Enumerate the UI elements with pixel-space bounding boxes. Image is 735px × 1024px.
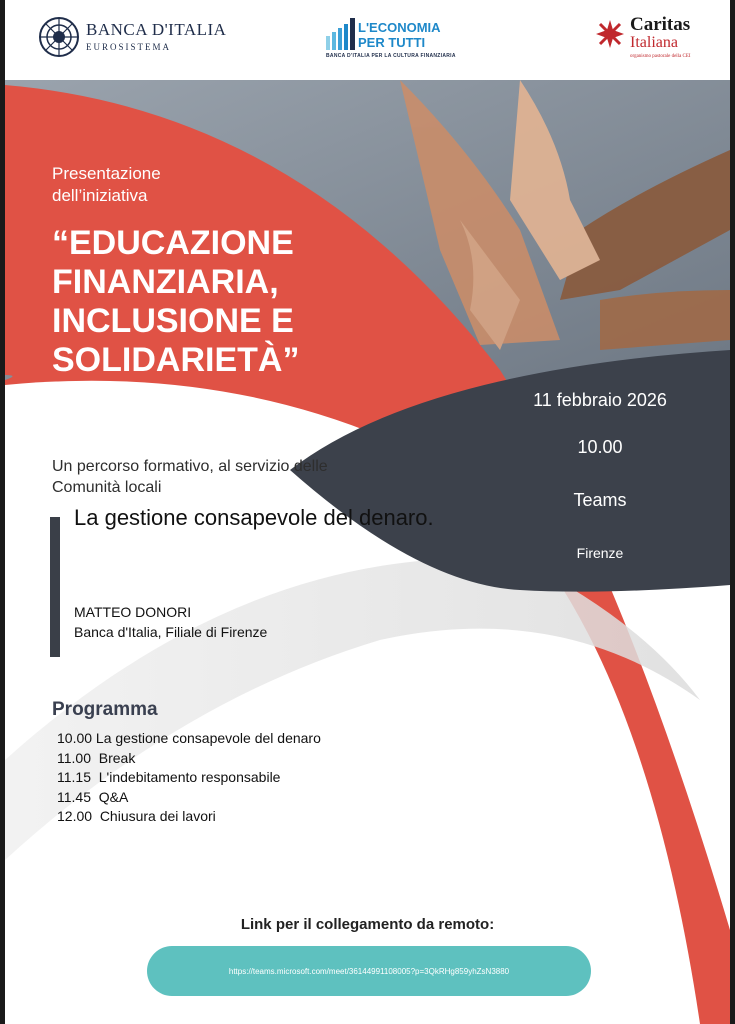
caritas-cross-icon — [594, 18, 626, 50]
program-item: 10.00 La gestione consapevole del denaro — [57, 730, 321, 746]
presentation-label: Presentazione dell’iniziativa — [52, 164, 161, 205]
banca-italia-subtitle: EUROSISTEMA — [86, 42, 172, 52]
event-platform: Teams — [573, 490, 627, 510]
remote-link-label: Link per il collegamento da remoto: — [240, 916, 495, 933]
economia-bars-icon — [326, 18, 356, 52]
event-city: Firenze — [576, 545, 624, 561]
speaker-organization: Banca d'Italia, Filiale di Firenze — [74, 624, 268, 640]
program-item: 11.45 Q&A — [57, 788, 129, 805]
banca-italia-name: BANCA D'ITALIA — [86, 20, 227, 39]
banca-italia-emblem-icon — [38, 16, 80, 58]
event-date: 11 febbraio 2026 — [533, 390, 667, 410]
remote-link-url[interactable]: https://teams.microsoft.com/meet/36144991108005?p=3QkRHg859yhZsN3880 — [228, 966, 510, 976]
program-heading: Programma — [52, 699, 158, 720]
program-item: 11.15 L'indebitamento responsabile — [57, 769, 281, 785]
accent-bar — [50, 517, 60, 657]
session-topic: La gestione consapevole del denaro. — [74, 505, 434, 530]
caritas-tagline: organismo pastorale della CEI — [630, 54, 691, 59]
economia-tagline: BANCA D'ITALIA PER LA CULTURA FINANZIARIA — [326, 53, 456, 59]
speaker-name: MATTEO DONORI — [74, 604, 192, 620]
remote-link-button[interactable] — [147, 946, 591, 996]
economia-line1: L'ECONOMIA — [358, 20, 441, 35]
program-item: 11.00 Break — [57, 749, 136, 766]
program-list — [57, 729, 321, 827]
speaker-block — [74, 602, 374, 642]
caritas-name: Caritas — [630, 14, 691, 35]
economia-line2: PER TUTTI — [358, 35, 426, 50]
program-item: 12.00 Chiusura dei lavori — [57, 808, 216, 824]
event-title: “EDUCAZIONE FINANZIARIA, INCLUSIONE E SOLIDARIETÀ” — [52, 224, 300, 379]
course-subtitle: Un percorso formativo, al servizio delle Comunità locali — [52, 458, 328, 496]
caritas-country: Italiana — [630, 34, 678, 51]
event-time: 10.00 — [577, 437, 623, 457]
